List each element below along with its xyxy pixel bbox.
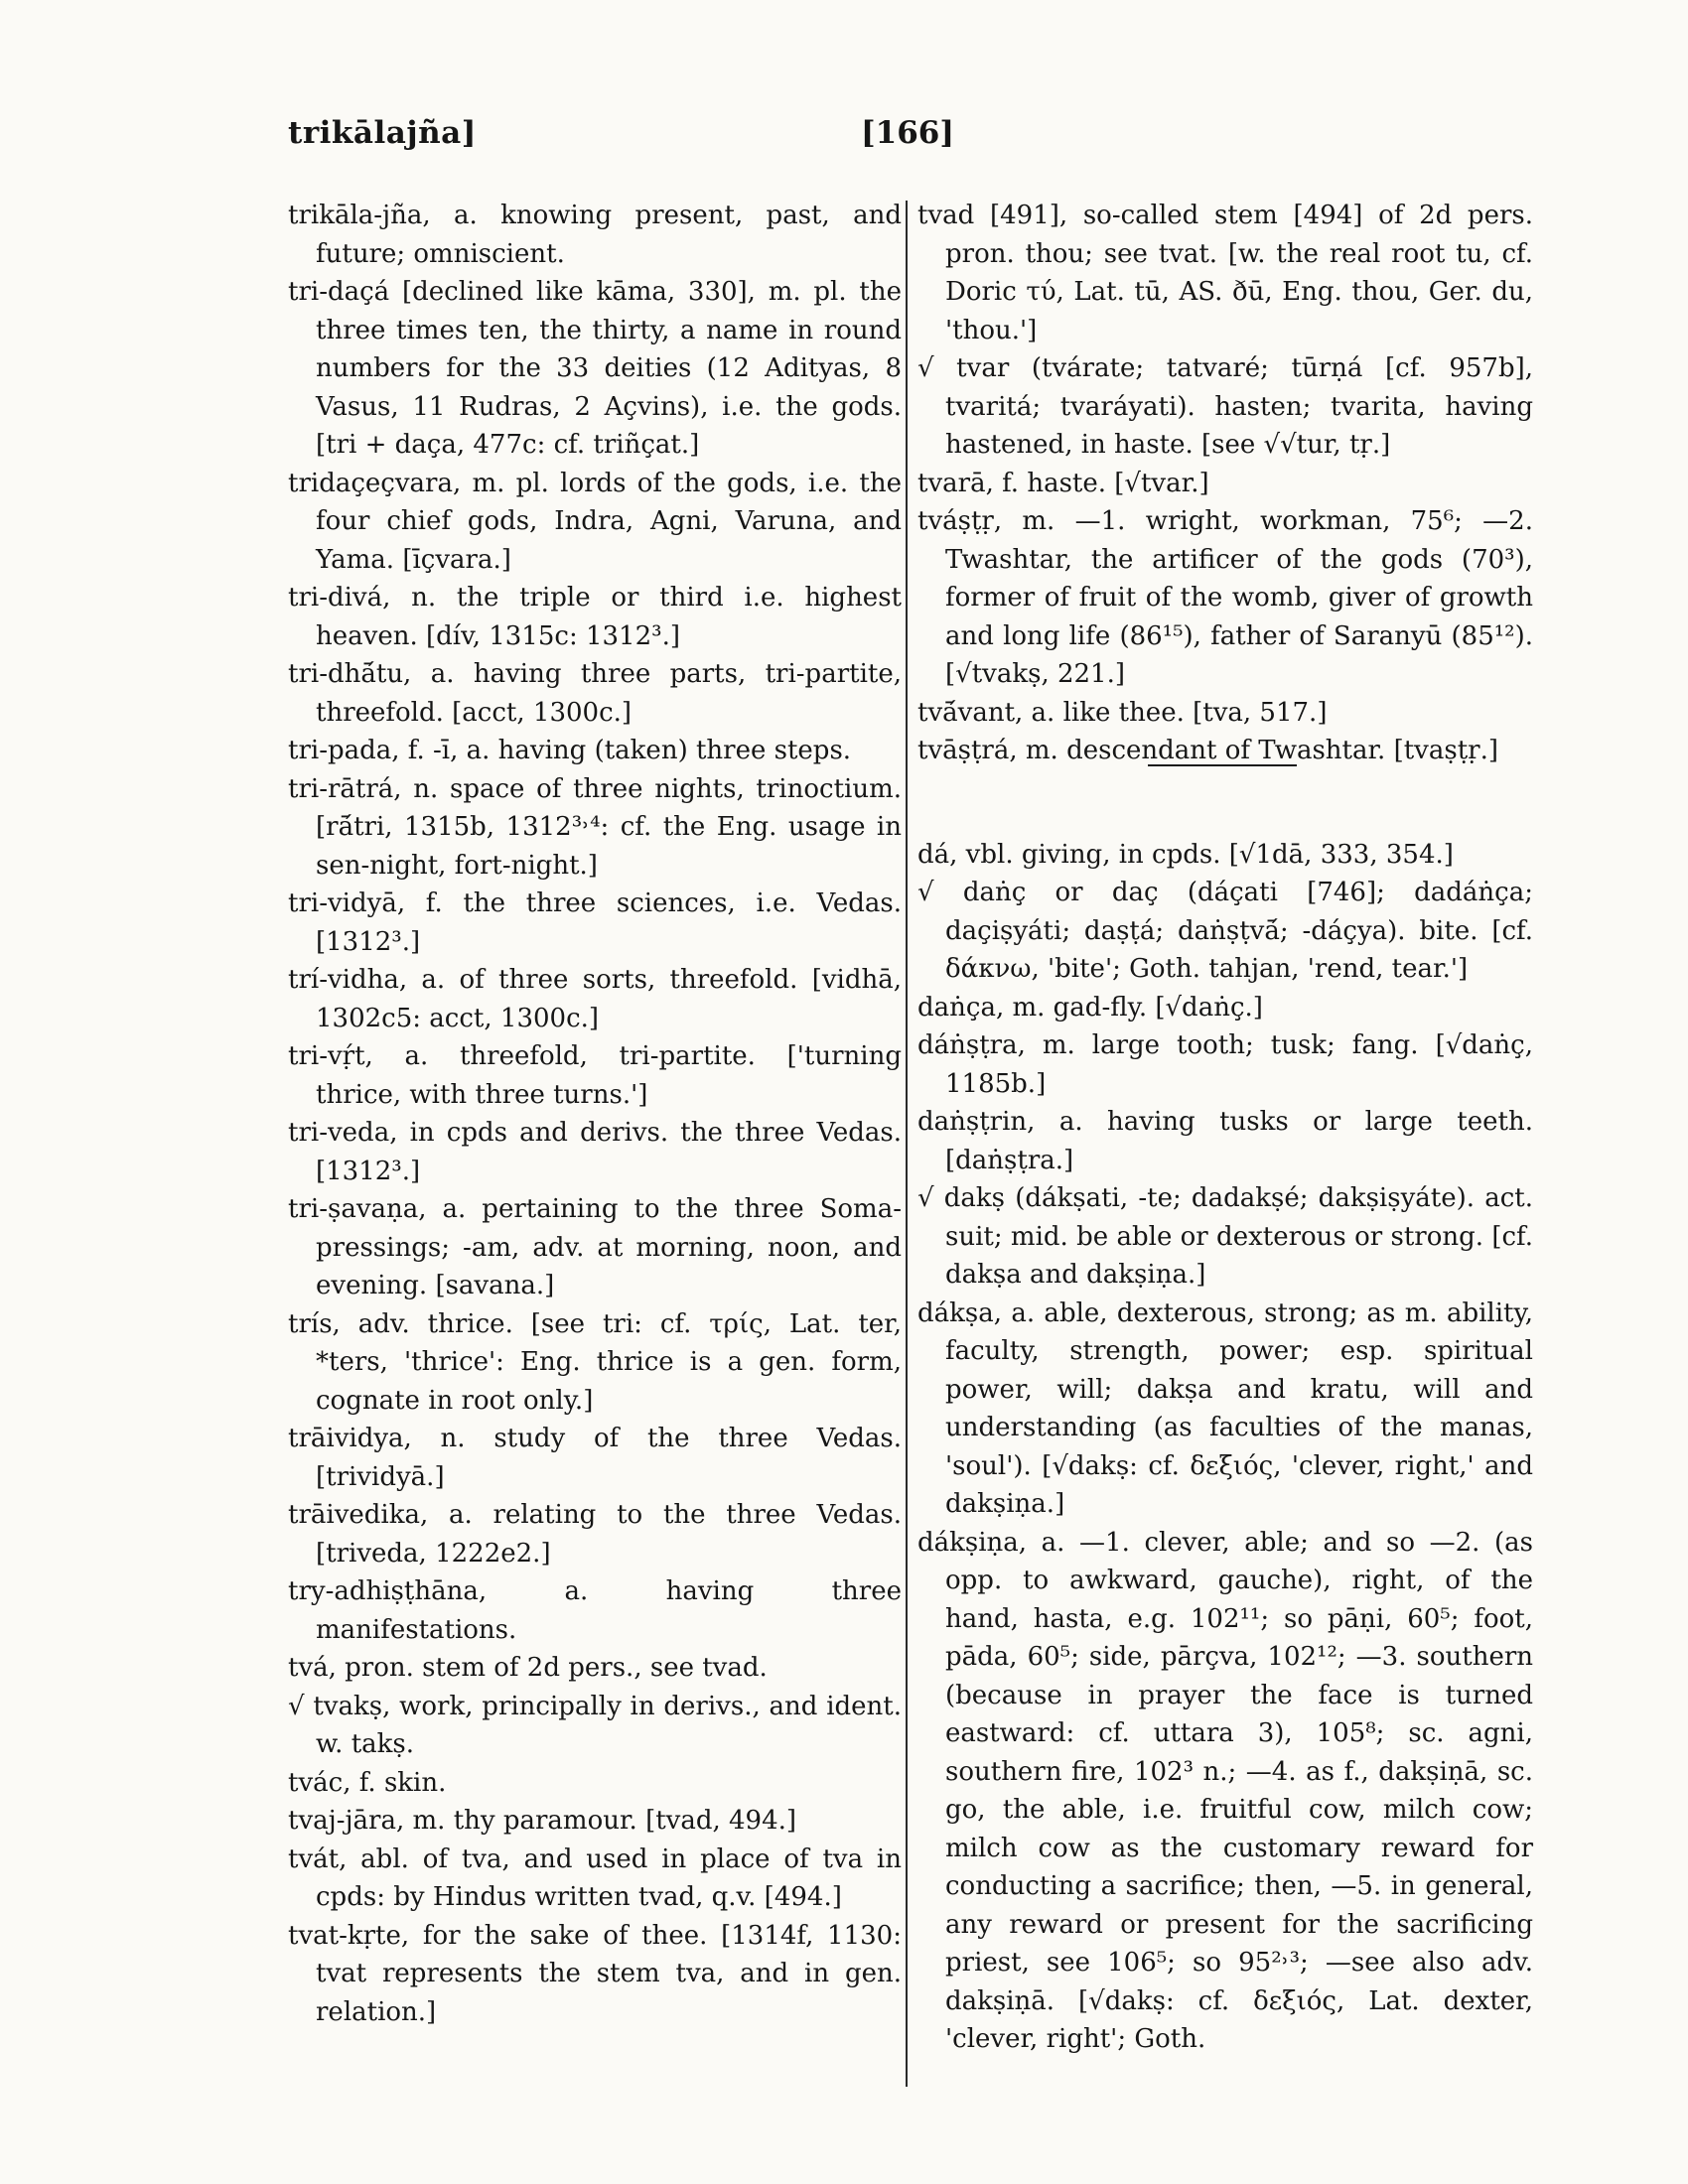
entry-tva: tvá, pron. stem of 2d pers., see tvad.: [288, 1653, 768, 1683]
entry-tripada: tri-pada, f. -ī, a. having (taken) three steps.: [288, 736, 852, 765]
entry-trisavana: tri-ṣavaṇa, a. pertaining to the three Soma-pressings; -am, adv. at morning, noon, and evening. [savana.]: [288, 1194, 902, 1300]
entry-tvatkrte: tvat-kṛte, for the sake of thee. [1314f, 1130: tvat represents the stem tva, and in gen. relation.]: [288, 1920, 902, 2027]
entry-daks-root: √ dakṣ (dákṣati, -te; dadakṣé; dakṣiṣyáte). act. suit; mid. be able or dexterous or strong. [cf. dakṣa and dakṣiṇa.]: [917, 1183, 1533, 1290]
entry-tvavant: tvā́vant, a. like thee. [tva, 517.]: [917, 697, 1328, 728]
entry-tridhatu: tri-dhā́tu, a. having three parts, tri-partite, threefold. [acct, 1300c.]: [288, 659, 902, 728]
entry-tvastra: tvāṣṭrá, m. descendant of Twashtar. [tvaṣṭṛ.]: [917, 736, 1498, 765]
entry-triveda: tri-veda, in cpds and derivs. the three Vedas. [1312³.]: [288, 1118, 902, 1186]
entry-danstra: dáṅṣṭra, m. large tooth; tusk; fang. [√daṅç, 1185b.]: [917, 1030, 1533, 1099]
entry-triratra: tri-rātrá, n. space of three nights, trinoctium. [rā́tri, 1315b, 1312³˒⁴: cf. the Eng. usage in sen-night, fort-night.]: [288, 773, 902, 881]
entry-danca: daṅça, m. gad-fly. [√daṅç.]: [917, 992, 1263, 1023]
entry-trikalajna: trikāla-jña, a. knowing present, past, and future; omniscient.: [288, 201, 902, 269]
entry-tridiva: tri-divá, n. the triple or third i.e. highest heaven. [dív, 1315c: 1312³.]: [288, 583, 902, 651]
entry-tris: trís, adv. thrice. [see tri: cf. τρίς, Lat. ter, *ters, 'thrice': Eng. thrice is a gen. form, cognate in root only.]: [288, 1308, 902, 1416]
entry-tvar: √ tvar (tvárate; tatvaré; tūrṇá [cf. 957b], tvaritá; tvaráyati). hasten; tvarita, having hastened, in haste. [see √√tur, tṛ.]: [917, 353, 1533, 460]
entry-tryadhisthana: try-adhiṣṭhāna, a. having three manifestations.: [288, 1576, 902, 1645]
entry-tridaca: tri-daçá [declined like kāma, 330], m. pl. the three times ten, the thirty, a name in round numbers for the 33 deities (12 Adityas, 8 Vasus, 11 Rudras, 2 Açvins), i.e. the gods. [tri + daça, 477c: cf. triñçat.]: [288, 277, 902, 460]
entry-traividya: trāividya, n. study of the three Vedas. [trividyā.]: [288, 1424, 902, 1492]
entry-danc: √ daṅç or daç (dáçati [746]; dadáṅça; daçiṣyáti; daṣṭá; daṅṣṭvā́; -dáçya). bite. [cf. δάκνω, 'bite'; Goth. tahjan, 'rend, tear.']: [917, 878, 1533, 984]
entry-tridacecvara: tridaçeçvara, m. pl. lords of the gods, i.e. the four chief gods, Indra, Agni, Varuna, and Yama. [īçvara.]: [288, 468, 902, 575]
entry-tvad: tvad [491], so-called stem [494] of 2d pers. pron. thou; see tvat. [w. the real root tu, cf. Doric τύ, Lat. tū, AS. ðū, Eng. thou, Ger. du, 'thou.']: [917, 201, 1533, 345]
page-number: [166]: [861, 115, 955, 151]
entry-da: dá, vbl. giving, in cpds. [√1dā, 333, 354.]: [917, 839, 1454, 870]
entry-tvac: tvác, f. skin.: [288, 1767, 447, 1798]
running-headword: trikālajña]: [288, 115, 477, 151]
left-column: [288, 197, 902, 2031]
column-divider: [906, 201, 908, 2087]
entry-tvat: tvát, abl. of tva, and used in place of tva in cpds: by Hindus written tvad, q.v. [494.]: [288, 1843, 902, 1912]
page-header: [288, 115, 1251, 161]
entry-daksina: dákṣiṇa, a. —1. clever, able; and so —2. (as opp. to awkward, gauche), right, of the hand, hasta, e.g. 102¹¹; so pāṇi, 60⁵; foot, pāda, 60⁵; side, pārçva, 102¹²; —3. southern (because in prayer the face is turned eastward: cf. uttara 3), 105⁸; sc. agni, southern fire, 102³ n.; —4. as f., dakṣiṇā, sc. go, the able, i.e. fruitful cow, milch cow; milch cow as the customary reward for conducting a sacrifice; then, —5. in general, any reward or present for the sacrificing priest, see 106⁵; so 95²˒³; —see also adv. dakṣiṇā. [√dakṣ: cf. δεξιός, Lat. dexter, 'clever, right'; Goth.: [917, 1527, 1533, 2054]
entry-traivedika: trāivedika, a. relating to the three Vedas. [triveda, 1222e2.]: [288, 1500, 902, 1569]
right-column: [917, 197, 1533, 2059]
entry-tvastr: tváṣṭṛ, m. —1. wright, workman, 75⁶; —2. Twashtar, the artificer of the gods (70³), former of fruit of the womb, giver of growth and long life (86¹⁵), father of Saranyū (85¹²). [√tvakṣ, 221.]: [917, 506, 1533, 689]
entry-daksa: dákṣa, a. able, dexterous, strong; as m. ability, faculty, strength, power; esp. spiritual power, will; dakṣa and kratu, will and understanding (as faculties of the manas, 'soul'). [√dakṣ: cf. δεξιός, 'clever, right,' and dakṣiṇa.]: [917, 1297, 1533, 1519]
entry-tvaks: √ tvakṣ, work, principally in derivs., and ident. w. takṣ.: [288, 1691, 902, 1759]
entry-trivrt: tri-vṛ́t, a. threefold, tri-partite. ['turning thrice, with three turns.']: [288, 1041, 902, 1110]
entry-danstrin: daṅṣṭrin, a. having tusks or large teeth. [daṅṣṭra.]: [917, 1107, 1533, 1175]
entry-tvajjara: tvaj-jāra, m. thy paramour. [tvad, 494.]: [288, 1806, 797, 1836]
entry-trividha: trí-vidha, a. of three sorts, threefold. [vidhā, 1302c5: acct, 1300c.]: [288, 965, 902, 1033]
entry-trividya: tri-vidyā, f. the three sciences, i.e. Vedas. [1312³.]: [288, 888, 902, 957]
entry-tvara: tvarā, f. haste. [√tvar.]: [917, 468, 1209, 498]
